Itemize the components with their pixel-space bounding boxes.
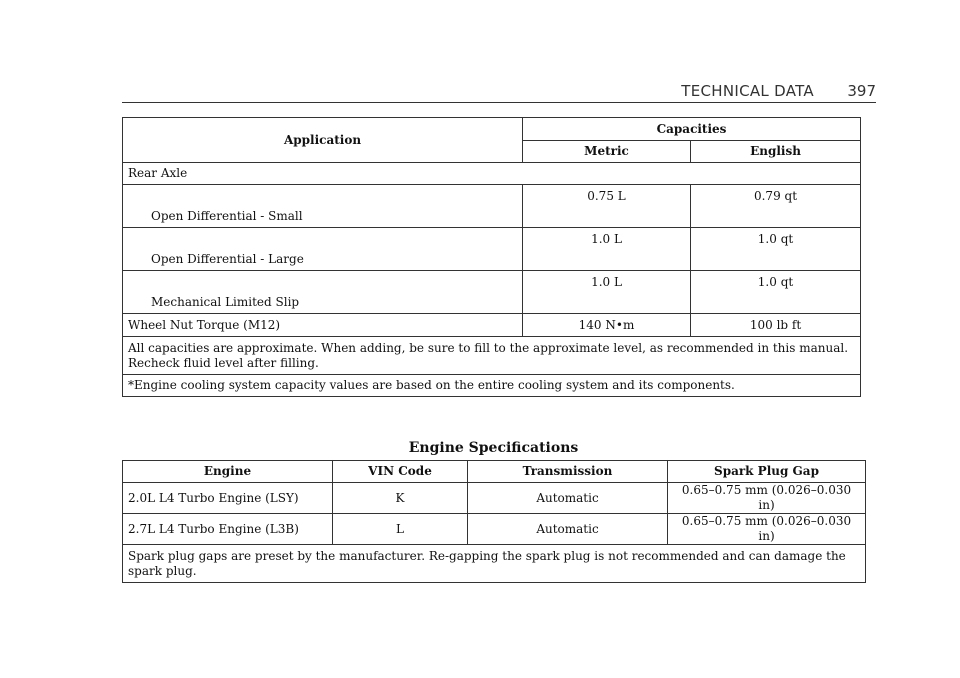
capacities-header: Capacities bbox=[523, 118, 861, 141]
spark-plug-note: Spark plug gaps are preset by the manufacturer. Re-gapping the spark plug is not recommended and can damage the spark plug. bbox=[123, 545, 866, 583]
capacities-table bbox=[122, 117, 861, 397]
spark-gap-header: Spark Plug Gap bbox=[668, 461, 866, 483]
torque-metric: 140 N•m bbox=[523, 314, 691, 337]
engine-cell: 2.0L L4 Turbo Engine (LSY) bbox=[123, 483, 333, 514]
table-row bbox=[123, 185, 861, 228]
rear-axle-label: Rear Axle bbox=[123, 163, 861, 185]
row-english: 1.0 qt bbox=[691, 271, 861, 314]
row-label: Open Differential - Small bbox=[123, 185, 523, 228]
spark-gap-cell: 0.65–0.75 mm (0.026–0.030 in) bbox=[668, 483, 866, 514]
table-row bbox=[123, 483, 866, 514]
application-header: Application bbox=[123, 118, 523, 163]
row-label: Mechanical Limited Slip bbox=[123, 271, 523, 314]
page-number: 397 bbox=[847, 82, 876, 100]
table-row bbox=[123, 514, 866, 545]
page-header bbox=[122, 80, 876, 103]
metric-header: Metric bbox=[523, 141, 691, 163]
section-title: TECHNICAL DATA bbox=[681, 82, 814, 100]
capacities-note: All capacities are approximate. When adding, be sure to fill to the approximate level, as recommended in this manual. Recheck fluid level after filling. bbox=[123, 337, 861, 375]
engine-specs-table bbox=[122, 460, 866, 583]
vin-cell: L bbox=[333, 514, 468, 545]
table-row bbox=[123, 271, 861, 314]
table-row bbox=[123, 228, 861, 271]
row-english: 1.0 qt bbox=[691, 228, 861, 271]
engine-cell: 2.7L L4 Turbo Engine (L3B) bbox=[123, 514, 333, 545]
engine-header: Engine bbox=[123, 461, 333, 483]
row-metric: 1.0 L bbox=[523, 228, 691, 271]
engine-specs-title: Engine Specifications bbox=[408, 440, 579, 456]
cooling-note: *Engine cooling system capacity values are based on the entire cooling system and its components. bbox=[123, 375, 861, 397]
torque-label: Wheel Nut Torque (M12) bbox=[123, 314, 523, 337]
spark-gap-cell: 0.65–0.75 mm (0.026–0.030 in) bbox=[668, 514, 866, 545]
transmission-cell: Automatic bbox=[468, 514, 668, 545]
row-metric: 0.75 L bbox=[523, 185, 691, 228]
row-metric: 1.0 L bbox=[523, 271, 691, 314]
english-header: English bbox=[691, 141, 861, 163]
row-english: 0.79 qt bbox=[691, 185, 861, 228]
torque-english: 100 lb ft bbox=[691, 314, 861, 337]
torque-row bbox=[123, 314, 861, 337]
row-label: Open Differential - Large bbox=[123, 228, 523, 271]
vin-cell: K bbox=[333, 483, 468, 514]
transmission-header: Transmission bbox=[468, 461, 668, 483]
vin-header: VIN Code bbox=[333, 461, 468, 483]
transmission-cell: Automatic bbox=[468, 483, 668, 514]
